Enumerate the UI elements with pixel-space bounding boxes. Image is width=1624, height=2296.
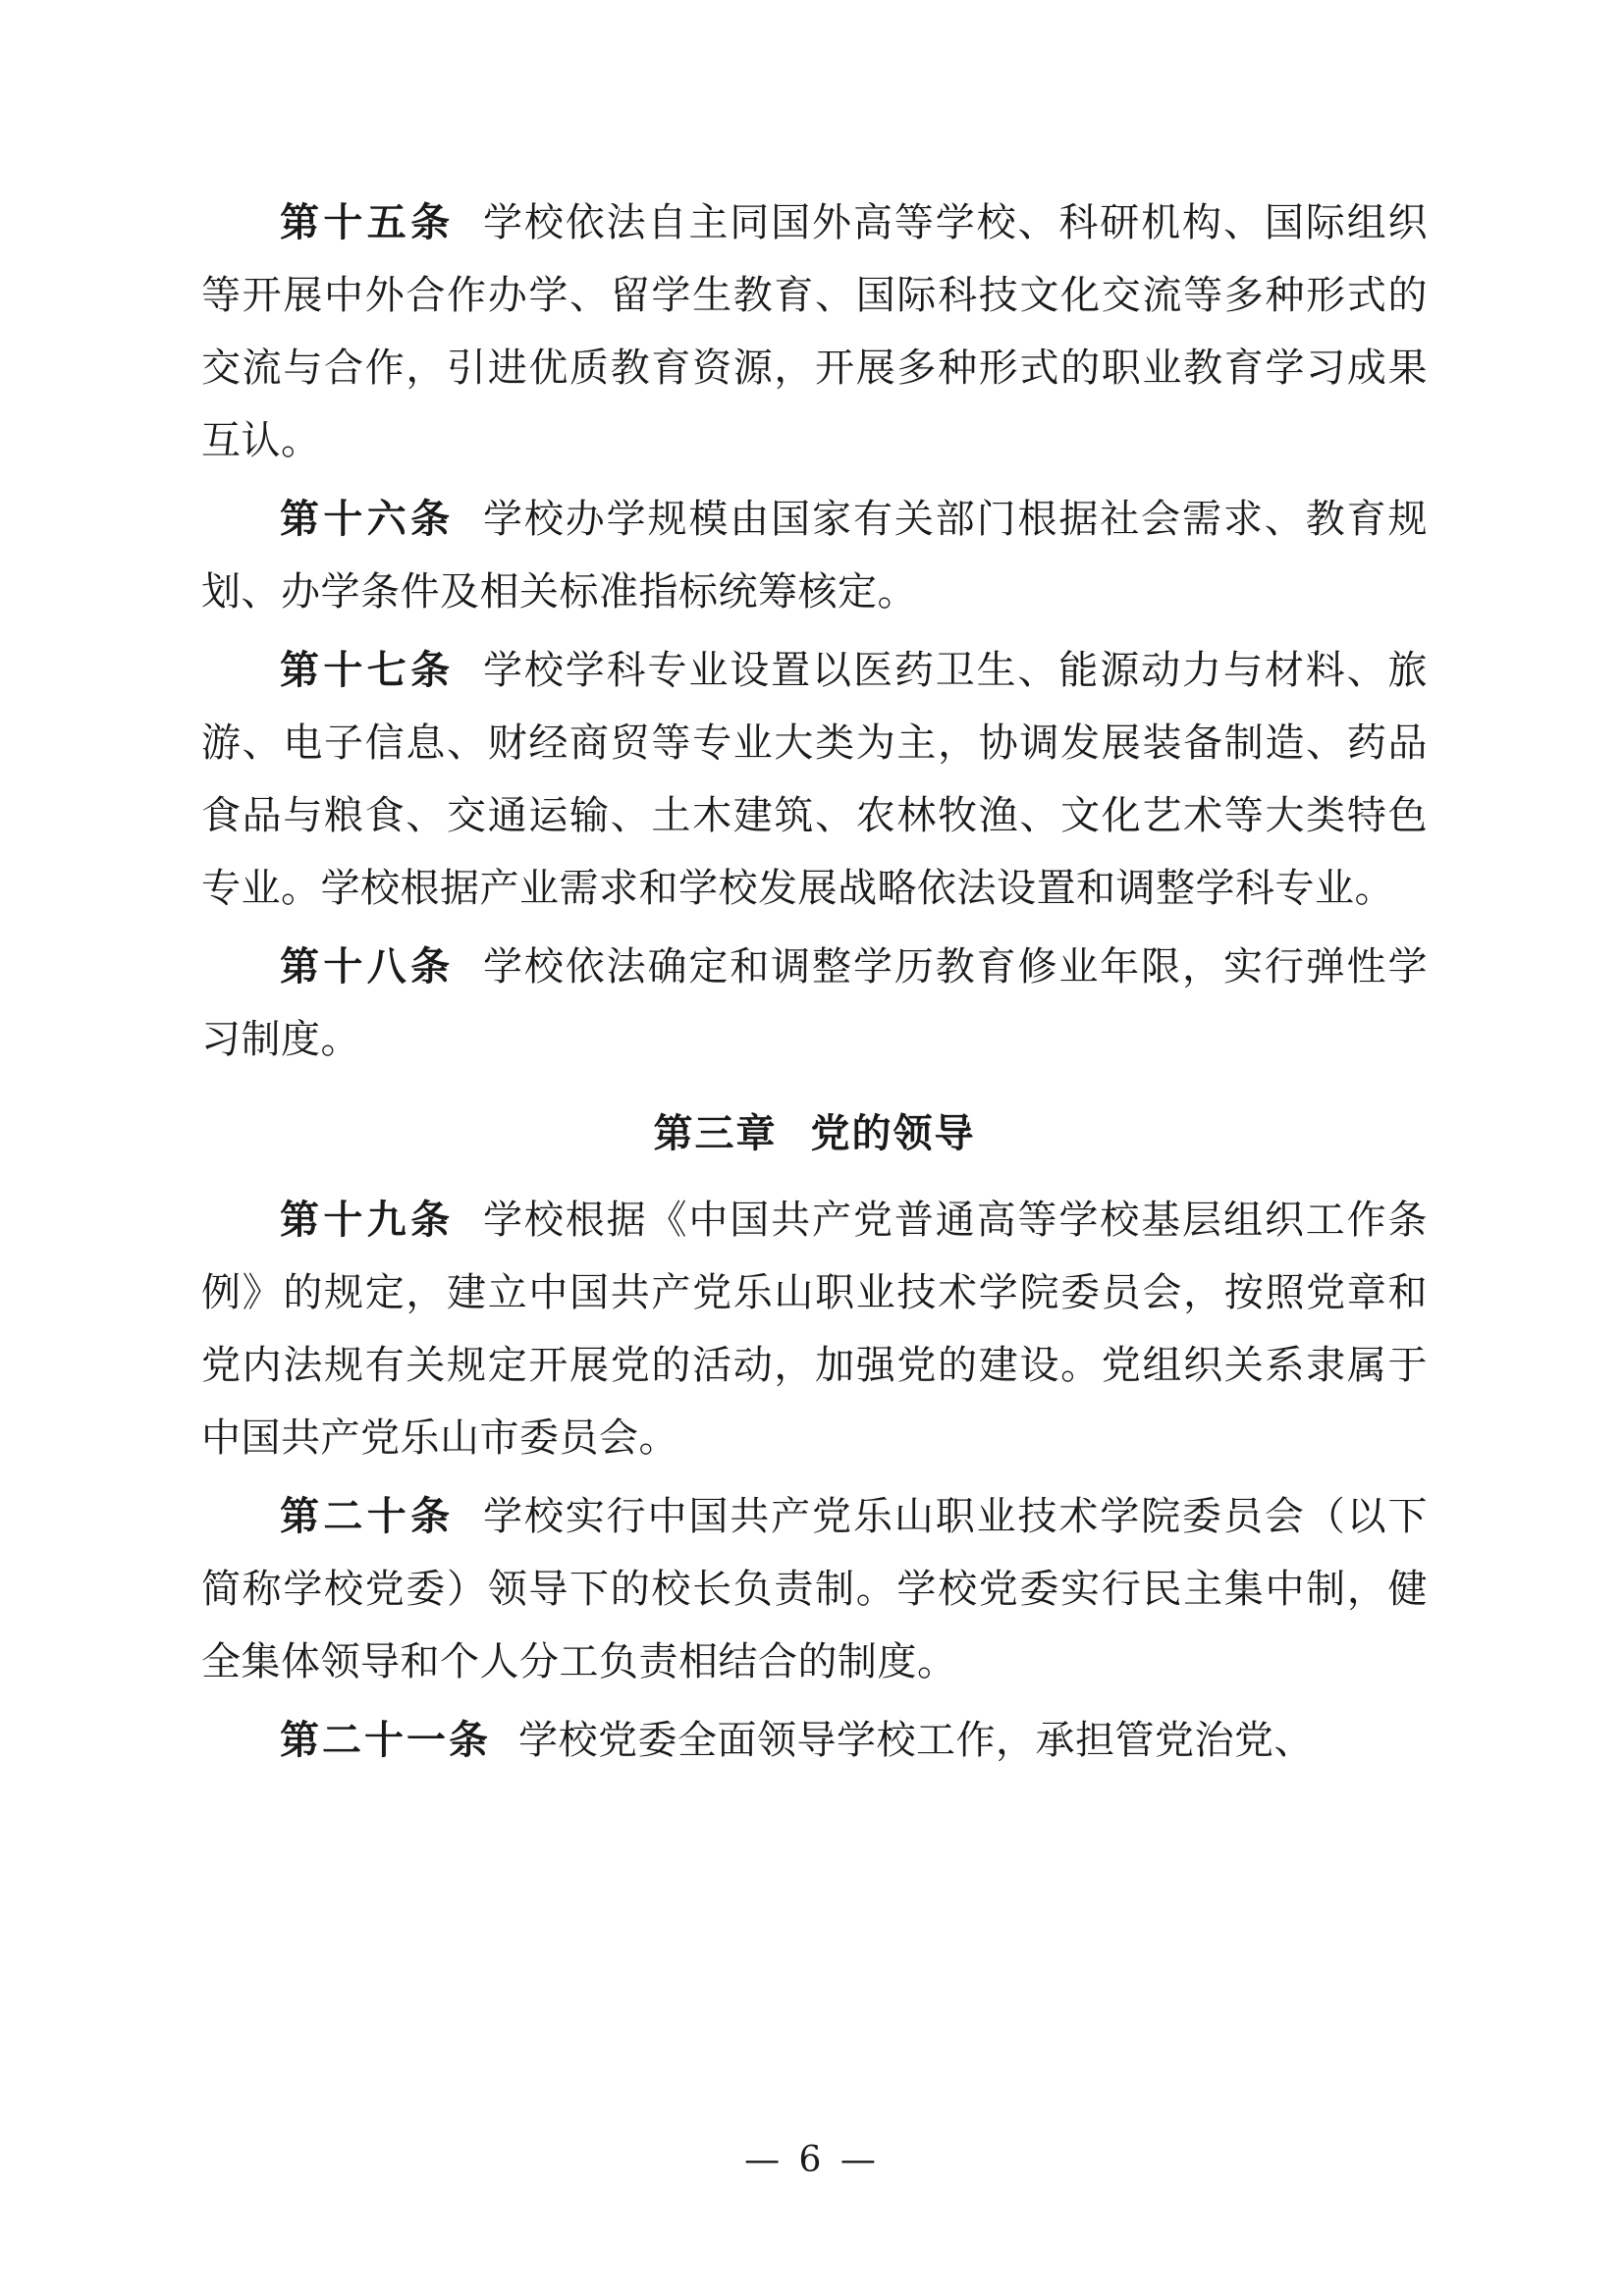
article-paragraph xyxy=(201,1480,1428,1698)
chapter-heading xyxy=(201,1097,1428,1170)
article-label: 第二十一条 xyxy=(280,1717,491,1763)
document-body xyxy=(201,187,1428,1777)
article-text: 学校依法确定和调整学历教育修业年限，实行弹性学习制度。 xyxy=(201,944,1429,1062)
article-text: 学校依法自主同国外高等学校、科研机构、国际组织等开展中外合作办学、留学生教育、国际科技文化交流等多种形式的交流与合作，引进优质教育资源，开展多种形式的职业教育学习成果互认。 xyxy=(201,200,1429,463)
chapter-number: 第三章 xyxy=(653,1110,778,1156)
page-number: — 6 — xyxy=(744,2140,880,2180)
chapter-title: 党的领导 xyxy=(810,1110,976,1156)
article-paragraph xyxy=(201,634,1428,925)
article-label: 第二十条 xyxy=(280,1493,455,1539)
article-paragraph xyxy=(201,187,1428,477)
article-paragraph xyxy=(201,931,1428,1076)
article-text: 学校实行中国共产党乐山职业技术学院委员会（以下简称学校党委）领导下的校长负责制。学校党委实行民主集中制，健全集体领导和个人分工负责相结合的制度。 xyxy=(201,1494,1429,1684)
article-label: 第十八条 xyxy=(280,943,455,989)
article-label: 第十七条 xyxy=(280,647,455,693)
article-paragraph xyxy=(201,483,1428,628)
article-text: 学校根据《中国共产党普通高等学校基层组织工作条例》的规定，建立中国共产党乐山职业技术学院委员会，按照党章和党内法规有关规定开展党的活动，加强党的建设。党组织关系隶属于中国共产党乐山市委员会。 xyxy=(201,1198,1429,1461)
article-text: 学校党委全面领导学校工作，承担管党治党、 xyxy=(518,1718,1314,1763)
article-text: 学校办学规模由国家有关部门根据社会需求、教育规划、办学条件及相关标准指标统筹核定。 xyxy=(201,497,1429,614)
article-paragraph xyxy=(201,1704,1428,1777)
article-paragraph xyxy=(201,1184,1428,1474)
article-label: 第十九条 xyxy=(280,1197,455,1243)
article-text: 学校学科专业设置以医药卫生、能源动力与材料、旅游、电子信息、财经商贸等专业大类为主，协调发展装备制造、药品食品与粮食、交通运输、土木建筑、农林牧渔、文化艺术等大类特色专业。学校根据产业需求和学校发展战略依法设置和调整学科专业。 xyxy=(201,648,1429,911)
article-label: 第十五条 xyxy=(280,199,455,245)
article-label: 第十六条 xyxy=(280,496,455,542)
